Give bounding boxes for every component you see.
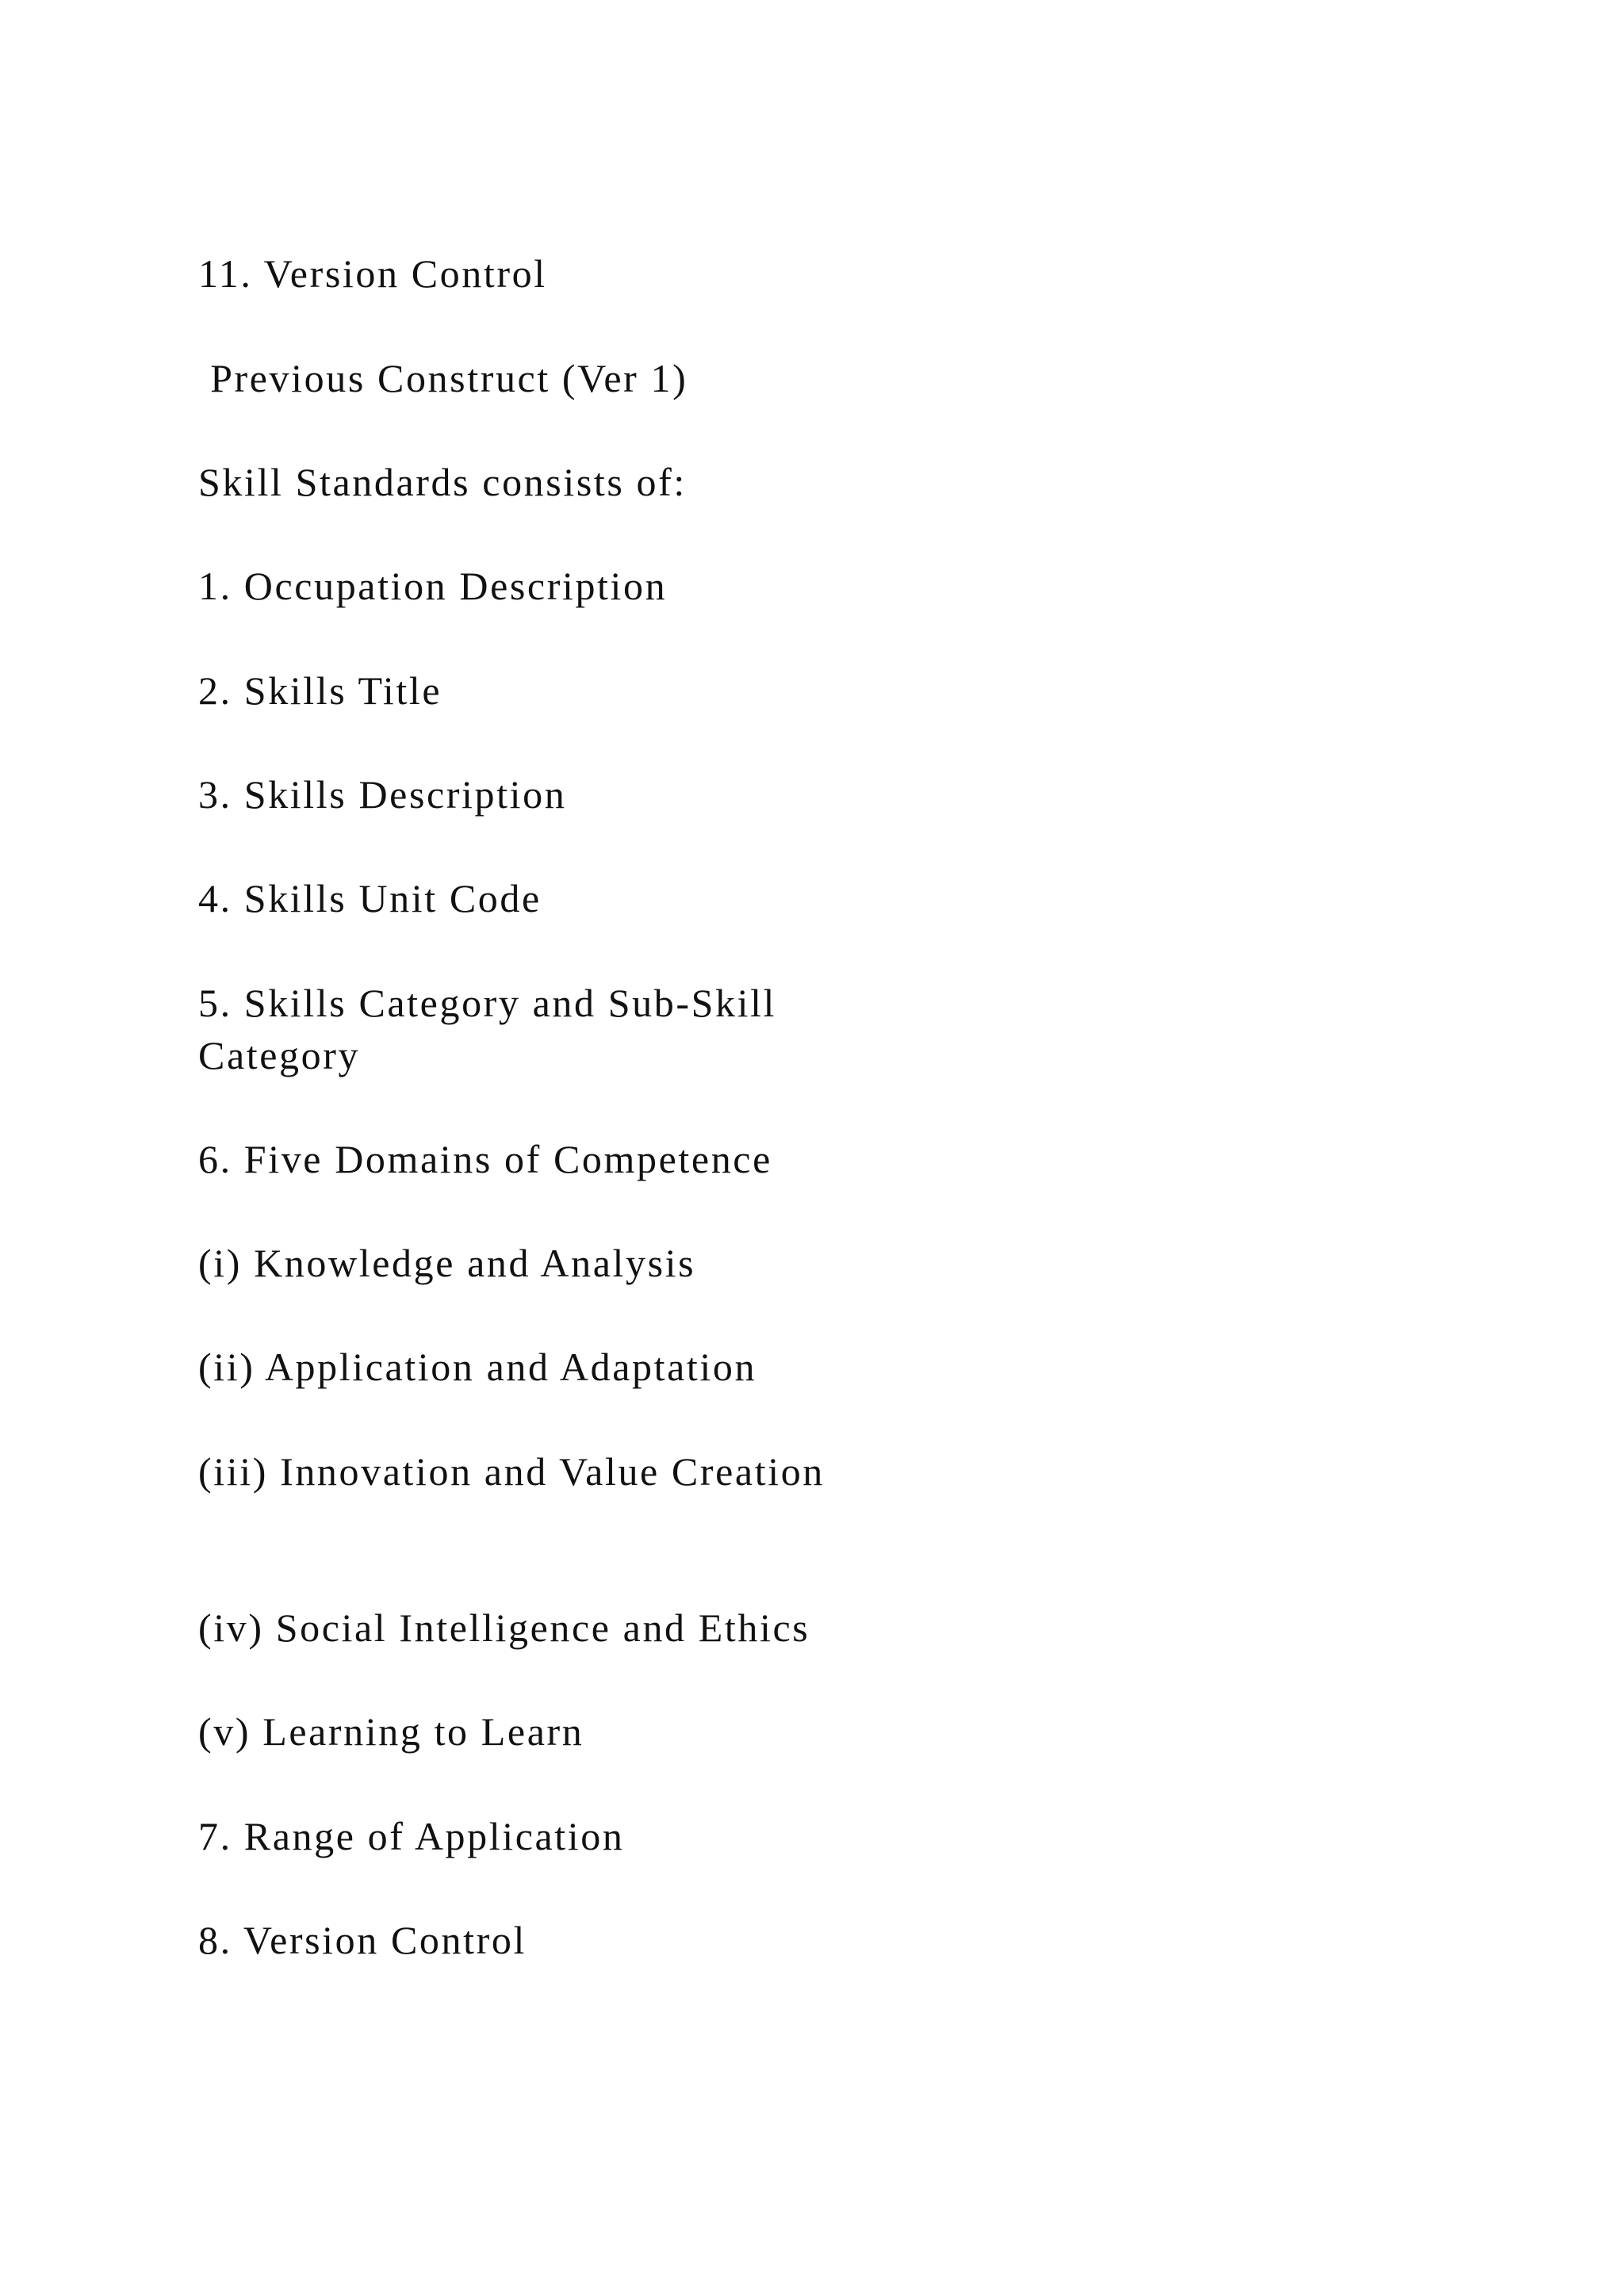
skill-standards-intro: Skill Standards consists of:: [198, 460, 687, 504]
section-heading-version-control: 11. Version Control: [198, 251, 547, 296]
previous-construct-heading: Previous Construct (Ver 1): [198, 356, 688, 400]
list-item-occupation-description: 1. Occupation Description: [198, 564, 668, 608]
sub-item-knowledge-analysis: (i) Knowledge and Analysis: [198, 1241, 696, 1285]
list-item-skills-category: 5. Skills Category and Sub-Skill Category: [198, 981, 777, 1077]
list-item-range-of-application: 7. Range of Application: [198, 1814, 625, 1858]
sub-item-innovation-value-creation: (iii) Innovation and Value Creation: [198, 1449, 825, 1494]
list-item-skills-description: 3. Skills Description: [198, 772, 567, 817]
list-item-skills-title: 2. Skills Title: [198, 668, 442, 713]
sub-item-learning-to-learn: (v) Learning to Learn: [198, 1709, 584, 1754]
sub-item-social-intelligence-ethics: (iv) Social Intelligence and Ethics: [198, 1605, 810, 1650]
list-item-version-control: 8. Version Control: [198, 1918, 527, 1962]
list-item-skills-unit-code: 4. Skills Unit Code: [198, 876, 542, 920]
sub-item-application-adaptation: (ii) Application and Adaptation: [198, 1345, 757, 1389]
list-item-five-domains: 6. Five Domains of Competence: [198, 1137, 772, 1181]
